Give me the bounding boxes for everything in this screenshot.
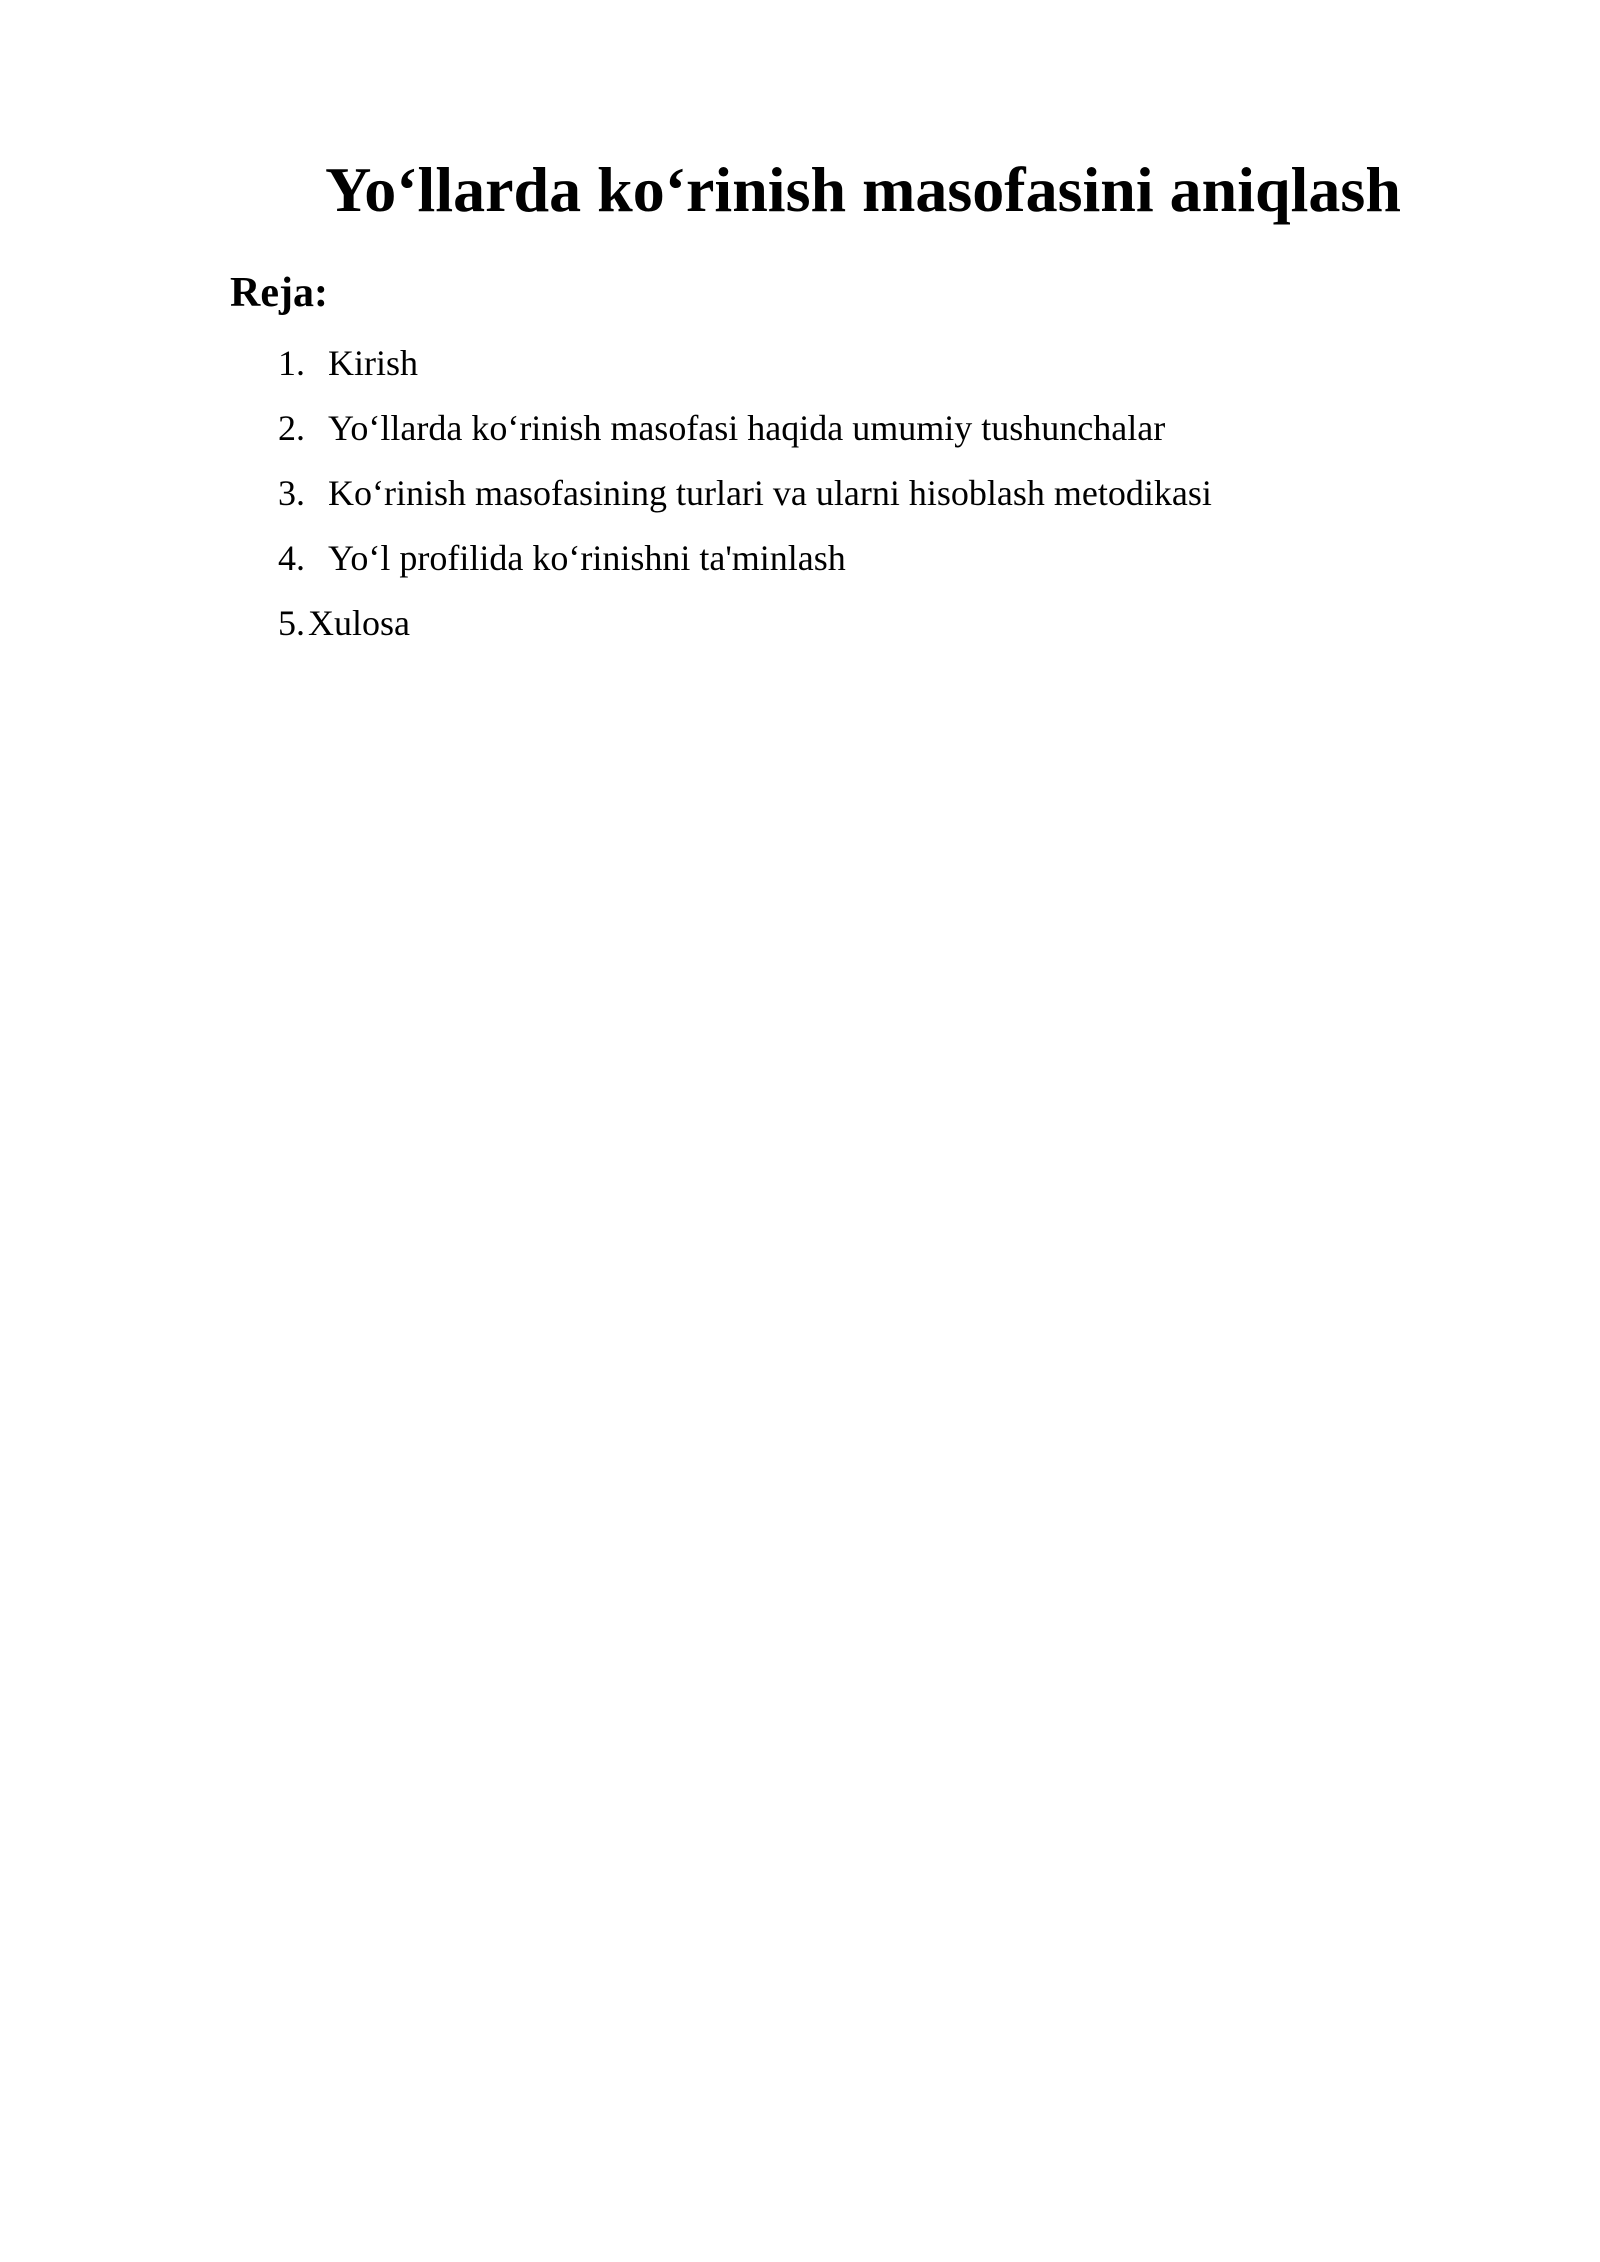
plan-item-text: Yo‘llarda ko‘rinish masofasi haqida umumiy tushunchalar [328,408,1166,448]
plan-item-number: 5. [278,603,305,643]
document-title: Yo‘llarda ko‘rinish masofasini aniqlash [325,154,1401,225]
plan-heading: Reja: [230,270,328,316]
plan-item-number: 2. [278,408,305,448]
plan-item-text: Kirish [328,343,418,383]
plan-item-number: 4. [278,538,305,578]
plan-item-text: Xulosa [308,603,410,643]
plan-item-number: 1. [278,343,305,383]
plan-item-text: Yo‘l profilida ko‘rinishni ta'minlash [328,538,846,578]
plan-item-text: Ko‘rinish masofasining turlari va ularni hisoblash metodikasi [328,473,1212,513]
plan-item-number: 3. [278,473,305,513]
